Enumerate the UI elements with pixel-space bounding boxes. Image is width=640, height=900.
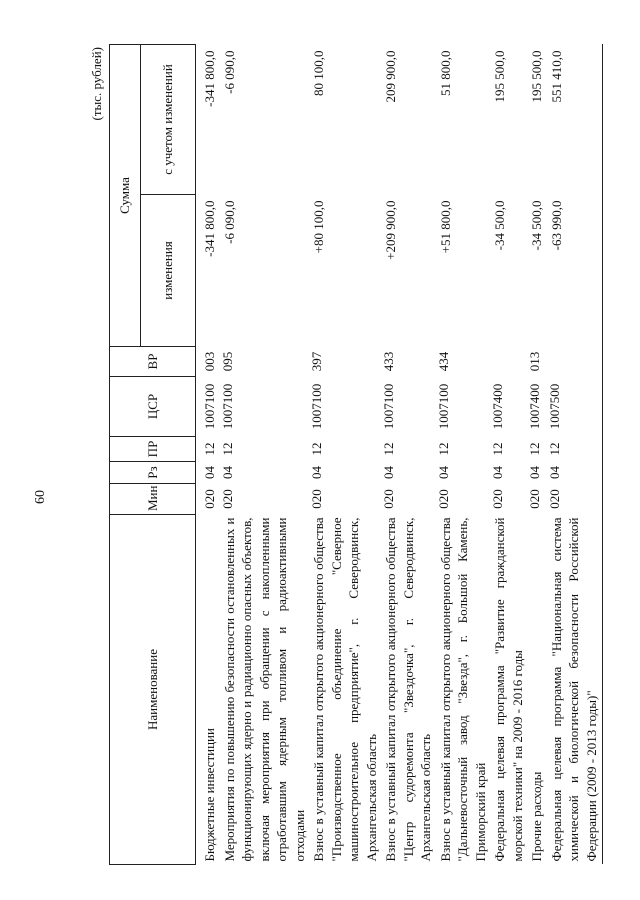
header-csr: ЦСР	[110, 377, 196, 437]
row-rz: 04	[435, 466, 451, 479]
table-row	[219, 45, 309, 865]
row-change: +51 800,0	[437, 200, 453, 254]
row-change: -34 500,0	[492, 200, 507, 251]
page-number: 60	[33, 490, 48, 504]
row-rz: 04	[546, 462, 603, 484]
row-total: -6 090,0	[221, 50, 237, 94]
row-min: 020	[219, 489, 235, 509]
row-vr: 095	[219, 351, 235, 372]
row-rz: 04	[490, 466, 505, 479]
row-pr: 12	[490, 442, 505, 456]
header-rz: Рз	[110, 462, 196, 484]
row-vr: 434	[435, 351, 451, 372]
row-change: -6 090,0	[221, 200, 237, 244]
row-csr: 1007400	[490, 383, 505, 430]
row-vr: 397	[309, 351, 324, 372]
row-min: 020	[435, 489, 451, 509]
row-name: Федеральная целевая программа "Национальная система химической и биологической безопасности Российской Федерации (2009 - 2013 годы)"	[546, 515, 603, 865]
row-change: +80 100,0	[311, 200, 326, 254]
row-name: Взнос в уставный капитал открытого акционерного общества "Производственное объединение "Северное машиностроительное предприятие", г. Северодвинск, Архангельская область	[311, 517, 379, 862]
row-total: 195 500,0	[492, 50, 507, 103]
row-name: Прочие расходы	[529, 771, 544, 862]
row-name: Бюджетные инвестиции	[202, 728, 217, 862]
table-row	[546, 45, 603, 865]
table-row	[489, 45, 526, 865]
row-vr: 013	[527, 351, 542, 372]
row-vr	[489, 347, 526, 377]
row-name: Федеральная целевая программа "Развитие гражданской морской техники" на 2009 - 2016 годы	[492, 517, 525, 862]
row-name: Взнос в уставный капитал открытого акционерного общества "Дальневосточный завод "Звезда", г. Большой Камень, Приморский край	[437, 517, 488, 862]
row-change: -341 800,0	[202, 200, 217, 257]
header-pr: ПР	[110, 437, 196, 462]
table-row	[196, 45, 219, 865]
row-pr: 12	[202, 442, 217, 456]
header-with-changes: с учетом изменений	[141, 45, 196, 195]
row-min: 020	[309, 489, 324, 509]
row-vr: 433	[381, 351, 396, 372]
table-row	[526, 45, 546, 865]
budget-table	[109, 44, 603, 865]
row-rz: 04	[202, 466, 217, 479]
row-name: Мероприятия по повышению безопасности остановленных и функционирующих ядерно и радиационно опасных объектов, включая мероприятия при обращении с накопленными отработавшим ядерным топливом и радиоактивными отходами	[221, 517, 307, 862]
row-min: 020	[490, 489, 505, 509]
row-rz: 04	[527, 466, 542, 479]
header-min: Мин	[110, 484, 196, 515]
row-min: 020	[546, 484, 603, 515]
row-csr: 1007400	[527, 383, 542, 430]
row-csr: 1007100	[219, 383, 235, 430]
row-vr	[546, 347, 603, 377]
row-total: 195 500,0	[529, 50, 544, 103]
row-min: 020	[527, 489, 542, 509]
row-total: 80 100,0	[311, 50, 326, 96]
row-rz: 04	[219, 466, 235, 479]
rotated-page-content	[89, 45, 599, 865]
table-row	[435, 45, 490, 865]
row-total: 51 800,0	[437, 50, 453, 96]
row-csr: 1007100	[381, 383, 396, 430]
row-change: -34 500,0	[529, 200, 544, 251]
row-change: +209 900,0	[383, 200, 398, 260]
row-min: 020	[381, 489, 396, 509]
row-change: -63 990,0	[546, 195, 603, 347]
row-total: 551 410,0	[546, 45, 603, 195]
row-min: 020	[202, 489, 217, 509]
row-pr: 12	[435, 442, 451, 456]
row-pr: 12	[546, 437, 603, 462]
row-pr: 12	[309, 442, 324, 456]
row-vr: 003	[202, 351, 217, 372]
row-total: 209 900,0	[383, 50, 398, 103]
table-row	[380, 45, 435, 865]
row-rz: 04	[309, 466, 324, 479]
table-row	[308, 45, 380, 865]
header-vr: ВР	[110, 347, 196, 377]
row-rz: 04	[381, 466, 396, 479]
row-name: Взнос в уставный капитал открытого акционерного общества "Центр судоремонта "Звездочка", г. Северодвинск, Архангельская область	[383, 517, 433, 862]
row-csr: 1007100	[435, 383, 451, 430]
row-pr: 12	[381, 442, 396, 456]
header-sum: Сумма	[110, 45, 141, 347]
row-total: -341 800,0	[202, 50, 217, 107]
header-changes: изменения	[141, 195, 196, 347]
header-name: Наименование	[110, 515, 196, 865]
row-csr: 1007500	[546, 377, 603, 437]
row-pr: 12	[527, 442, 542, 456]
unit-note: (тыс. рублей)	[89, 47, 104, 121]
row-csr: 1007100	[309, 383, 324, 430]
row-csr: 1007100	[202, 383, 217, 430]
row-pr: 12	[219, 442, 235, 456]
